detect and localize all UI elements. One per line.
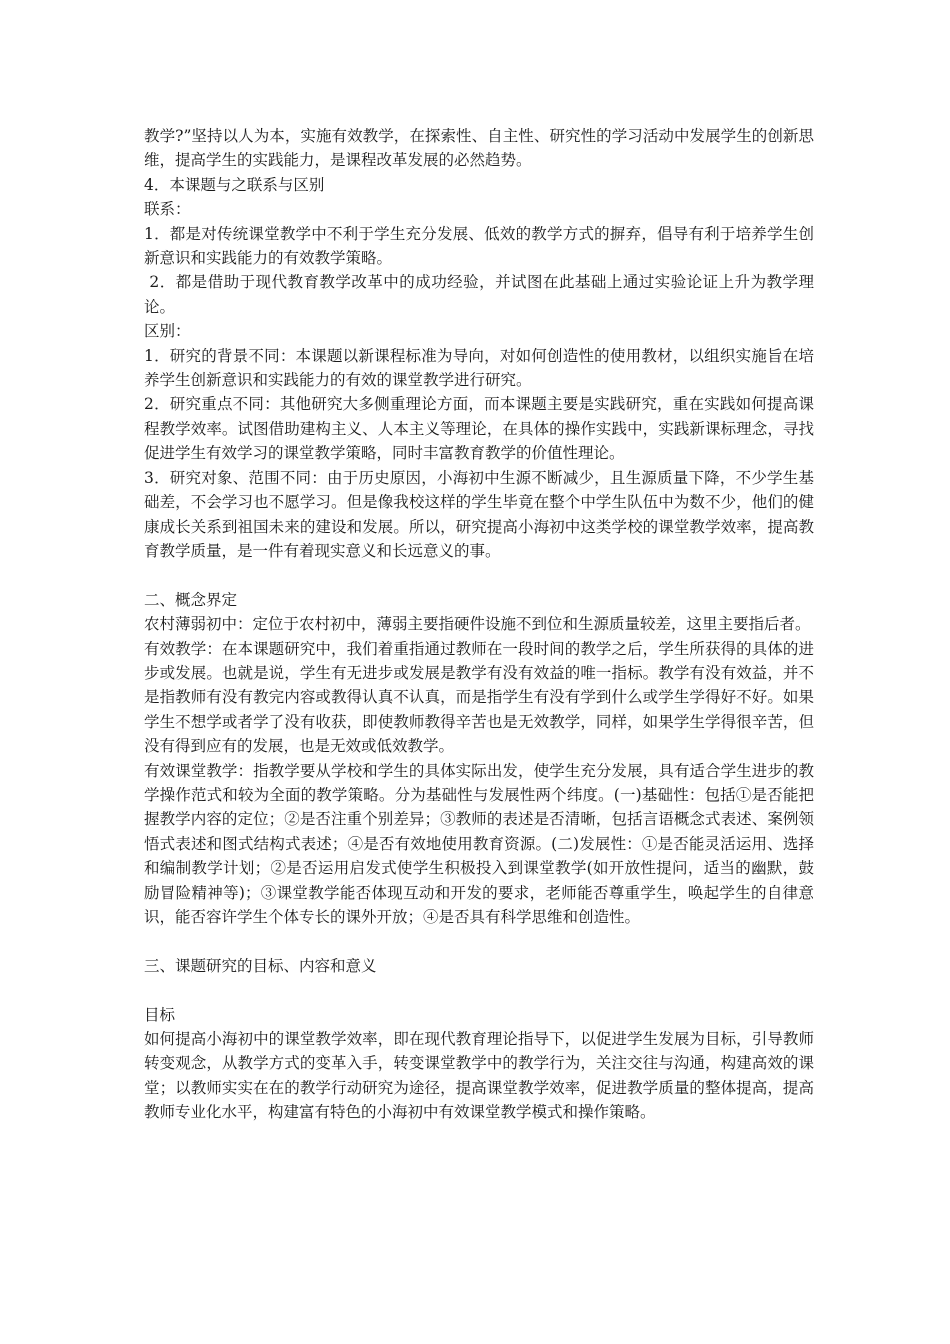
section-heading-concepts: 二、概念界定 [144,590,238,609]
heading-relation-difference: 4．本课题与之联系与区别 [144,175,325,194]
label-relation: 联系： [144,200,191,219]
difference-item-1: 1．研究的背景不同：本课题以新课程标准为导向，对如何创造性的使用教材，以组织实施旨在培养学生创新意识和实践能力的有效的课堂教学进行研究。 [144,346,814,390]
goal-paragraph: 如何提高小海初中的课堂教学效率，即在现代教育理论指导下，以促进学生发展为目标，引导教师转变观念，从教学方式的变革入手，转变课堂教学中的教学行为，关注交往与沟通，构建高效的课堂；以教师实实在在的教学行动研究为途径，提高课堂教学效率，促进教学质量的整体提高，提高教师专业化水平，构建富有特色的小海初中有效课堂教学模式和操作策略。 [144,1029,814,1122]
difference-item-2: 2．研究重点不同：其他研究大多侧重理论方面，而本课题主要是实践研究，重在实践如何提高课程教学效率。试图借助建构主义、人本主义等理论，在具体的操作实践中，实践新课标理念，寻找促进学生有效学习的课堂教学策略，同时丰富教育教学的价值性理论。 [144,395,814,463]
label-goal: 目标 [144,1005,176,1024]
concept-effective-classroom: 有效课堂教学：指教学要从学校和学生的具体实际出发，使学生充分发展，具有适合学生进步的教学操作范式和较为全面的教学策略。分为基础性与发展性两个纬度。(一)基础性：包括①是否能把握教学内容的定位；②是否注重个别差异；③教师的表述是否清晰，包括言语概念式表述、案例领悟式表述和图式结构式表述；④是否有效地使用教育资源。(二)发展性：①是否能灵活运用、选择和编制教学计划；②是否运用启发式使学生积极投入到课堂教学(如开放性提问，适当的幽默，鼓励冒险精神等)；③课堂教学能否体现互动和开发的要求，老师能否尊重学生，唤起学生的自律意识，能否容许学生个体专长的课外开放；④是否具有科学思维和创造性。 [144,761,814,926]
section-heading-goals: 三、课题研究的目标、内容和意义 [144,956,377,975]
document-body [144,124,814,1125]
concept-rural-weak-school: 农村薄弱初中：定位于农村初中，薄弱主要指硬件设施不到位和生源质量较差，这里主要指后者。 [144,615,811,634]
relation-item-2: 2．都是借助于现代教育教学改革中的成功经验，并试图在此基础上通过实验论证上升为教学理论。 [144,273,814,316]
concept-effective-teaching: 有效教学：在本课题研究中，我们着重指通过教师在一段时间的教学之后，学生所获得的具体的进步或发展。也就是说，学生有无进步或发展是教学有没有效益的唯一指标。教学有没有效益，并不是指教师有没有教完内容或教得认真不认真，而是指学生有没有学到什么或学生学得好不好。如果学生不想学或者学了没有收获，即使教师教得辛苦也是无效教学，同样，如果学生学得很辛苦，但没有得到应有的发展，也是无效或低效教学。 [144,639,814,756]
blank-line [144,929,814,953]
paragraph-intro-conclusion: 教学?”坚持以人为本，实施有效教学，在探索性、自主性、研究性的学习活动中发展学生的创新思维，提高学生的实践能力，是课程改革发展的必然趋势。 [144,127,814,170]
blank-line [144,978,814,1002]
difference-item-3: 3．研究对象、范围不同：由于历史原因，小海初中生源不断减少，且生源质量下降，不少学生基础差，不会学习也不愿学习。但是像我校这样的学生毕竟在整个中学生队伍中为数不少，他们的健康成长关系到祖国未来的建设和发展。所以，研究提高小海初中这类学校的课堂教学效率，提高教育教学质量，是一件有着现实意义和长远意义的事。 [144,468,814,560]
blank-line [144,563,814,587]
label-difference: 区别： [144,322,191,341]
relation-item-1: 1．都是对传统课堂教学中不利于学生充分发展、低效的教学方式的摒弃，倡导有利于培养学生创新意识和实践能力的有效教学策略。 [144,224,814,268]
